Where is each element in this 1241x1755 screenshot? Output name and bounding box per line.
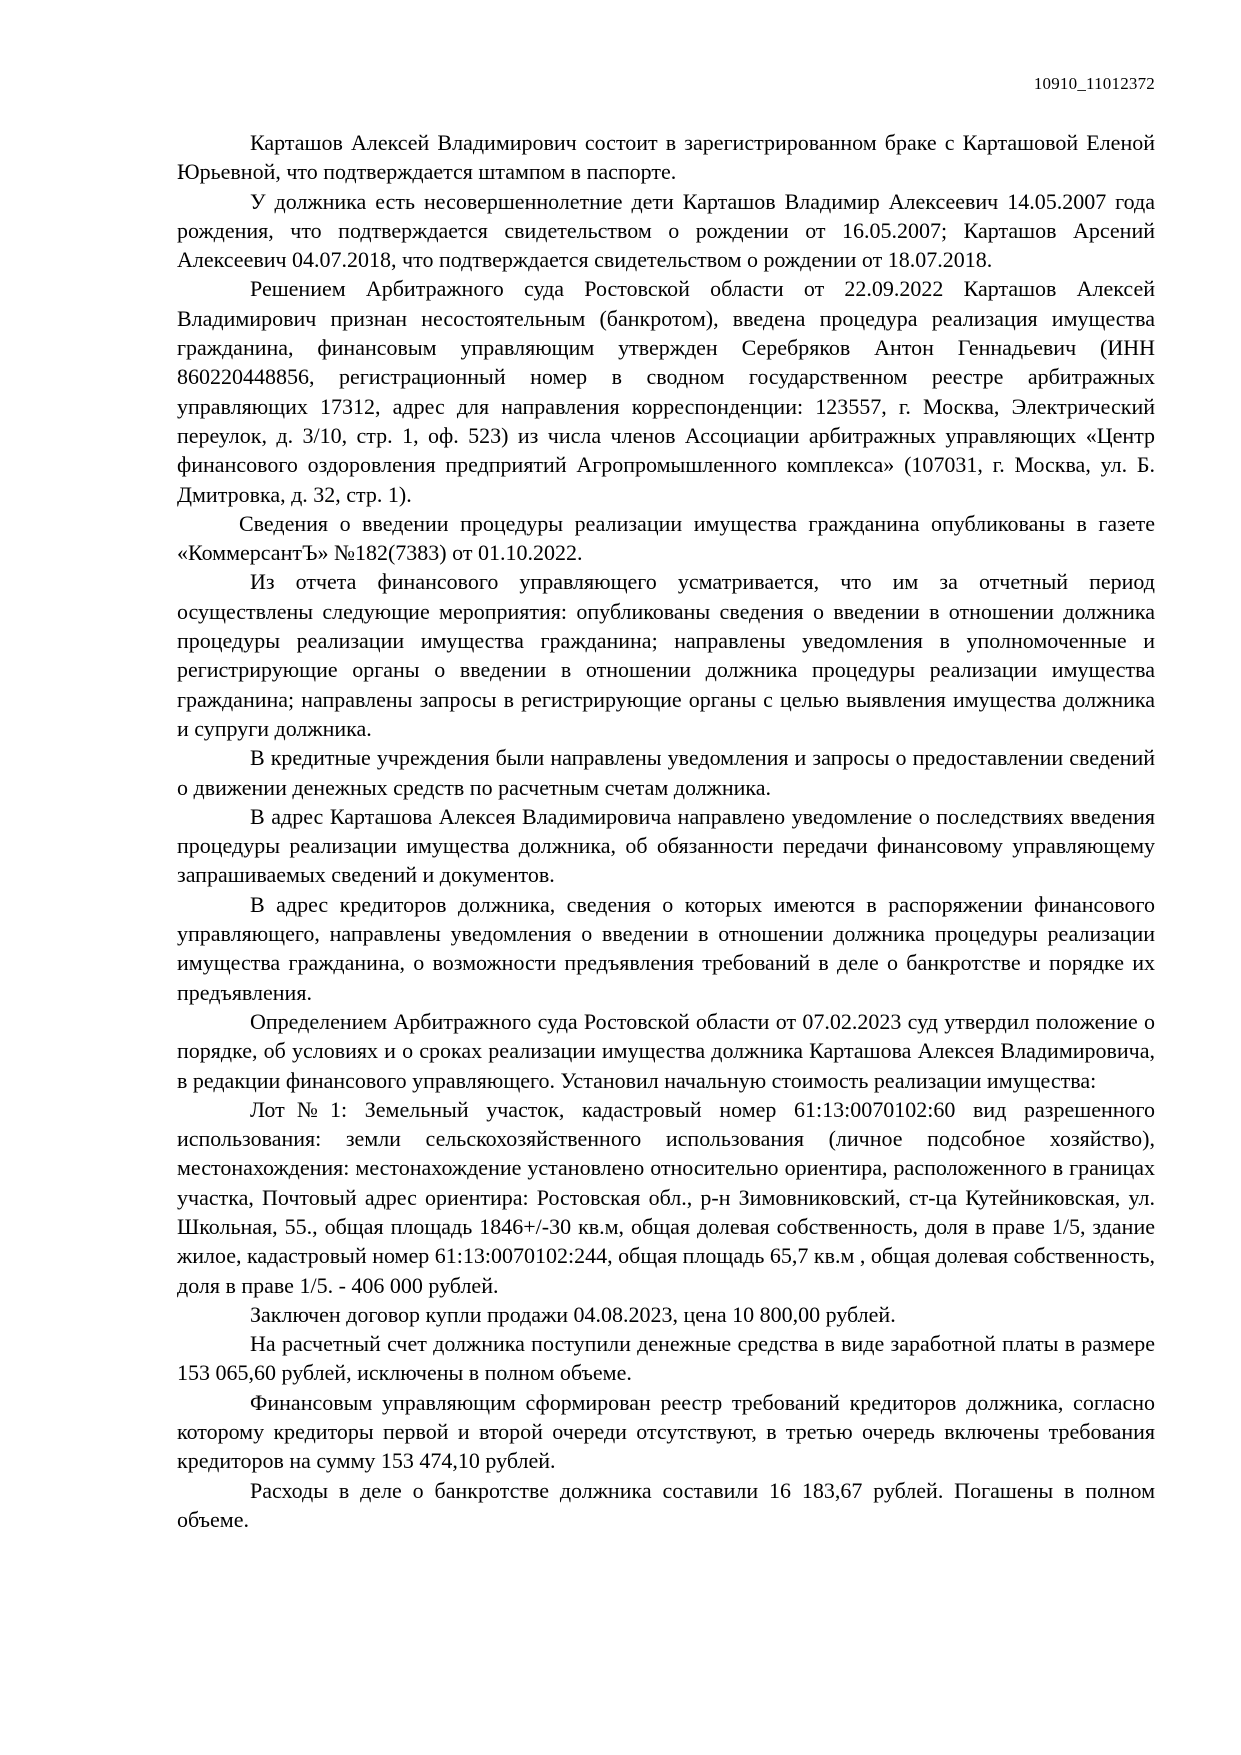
document-body [177,128,1155,1534]
paragraph-creditors-register: Финансовым управляющим сформирован реестр требований кредиторов должника, согласно которому кредиторы первой и второй очереди отсутствуют, в третью очередь включены требования кредиторов на сумму 153 474,10 рублей. [177,1389,1155,1474]
paragraph-debtor-notice: В адрес Карташова Алексея Владимировича направлено уведомление о последствиях введения процедуры реализации имущества должника, об обязанности передачи финансовому управляющему запрашиваемых сведений и документов. [177,803,1155,888]
paragraph-children: У должника есть несовершеннолетние дети Карташов Владимир Алексеевич 14.05.2007 года рождения, что подтверждается свидетельством о рождении от 16.05.2007; Карташов Арсений Алексеевич 04.07.2018, что подтверждается свидетельством о рождении от 18.07.2018. [177,188,1155,273]
paragraph-manager-report: Из отчета финансового управляющего усматривается, что им за отчетный период осуществлены следующие мероприятия: опубликованы сведения о введении в отношении должника процедуры реализации имущества гражданина; направлены уведомления в уполномоченные и регистрирующие органы о введении в отношении должника процедуры реализации имущества гражданина; направлены запросы в регистрирующие органы с целью выявления имущества должника и супруги должника. [177,569,1155,741]
paragraph-expenses: Расходы в деле о банкротстве должника составили 16 183,67 рублей. Погашены в полном объеме. [177,1477,1155,1532]
paragraph-sale-contract: Заключен договор купли продажи 04.08.2023, цена 10 800,00 рублей. [250,1301,896,1327]
paragraph-credit-institutions: В кредитные учреждения были направлены уведомления и запросы о предоставлении сведений о движении денежных средств по расчетным счетам должника. [177,745,1155,800]
document-id: 10910_11012372 [1033,74,1155,93]
paragraph-sale-order: Определением Арбитражного суда Ростовской области от 07.02.2023 суд утвердил положение о порядке, об условиях и о сроках реализации имущества должника Карташова Алексея Владимировича, в редакции финансового управляющего. Установил начальную стоимость реализации имущества: [177,1008,1155,1093]
paragraph-marriage: Карташов Алексей Владимирович состоит в зарегистрированном браке с Карташовой Еленой Юрьевной, что подтверждается штампом в паспорте. [177,130,1155,185]
paragraph-salary-receipts: На расчетный счет должника поступили денежные средства в виде заработной платы в размере 153 065,60 рублей, исключены в полном объеме. [177,1331,1155,1386]
paragraph-court-decision: Решением Арбитражного суда Ростовской области от 22.09.2022 Карташов Алексей Владимирович признан несостоятельным (банкротом), введена процедура реализация имущества гражданина, финансовым управляющим утвержден Серебряков Антон Геннадьевич (ИНН 860220448856, регистрационный номер в сводном государственном реестре арбитражных управляющих 17312, адрес для направления корреспонденции: 123557, г. Москва, Электрический переулок, д. 3/10, стр. 1, оф. 523) из числа членов Ассоциации арбитражных управляющих «Центр финансового оздоровления предприятий Агропромышленного комплекса» (107031, г. Москва, ул. Б. Дмитровка, д. 32, стр. 1). [177,276,1155,507]
paragraph-publication: Сведения о введении процедуры реализации имущества гражданина опубликованы в газете «КоммерсантЪ» №182(7383) от 01.10.2022. [177,510,1155,566]
paragraph-lot-1: Лот№1: Земельный участок, кадастровый номер 61:13:0070102:60 вид разрешенного использования: земли сельскохозяйственного использования (личное подсобное хозяйство), местонахождения: местонахождение установлено относительно ориентира, расположенного в границах участка, Почтовый адрес ориентира: Ростовская обл., р-н Зимовниковский, ст-ца Кутейниковская, ул. Школьная, 55., общая площадь 1846+/-30 кв.м, общая долевая собственность, доля в праве 1/5, здание жилое, кадастровый номер 61:13:0070102:244, общая площадь 65,7 кв.м , общая долевая собственность, доля в праве 1/5. - 406 000 рублей. [177,1096,1155,1298]
paragraph-creditors-notice: В адрес кредиторов должника, сведения о которых имеются в распоряжении финансового управляющего, направлены уведомления о введении в отношении должника процедуры реализации имущества гражданина, о возможности предъявления требований в деле о банкротстве и порядке их предъявления. [177,891,1155,1005]
